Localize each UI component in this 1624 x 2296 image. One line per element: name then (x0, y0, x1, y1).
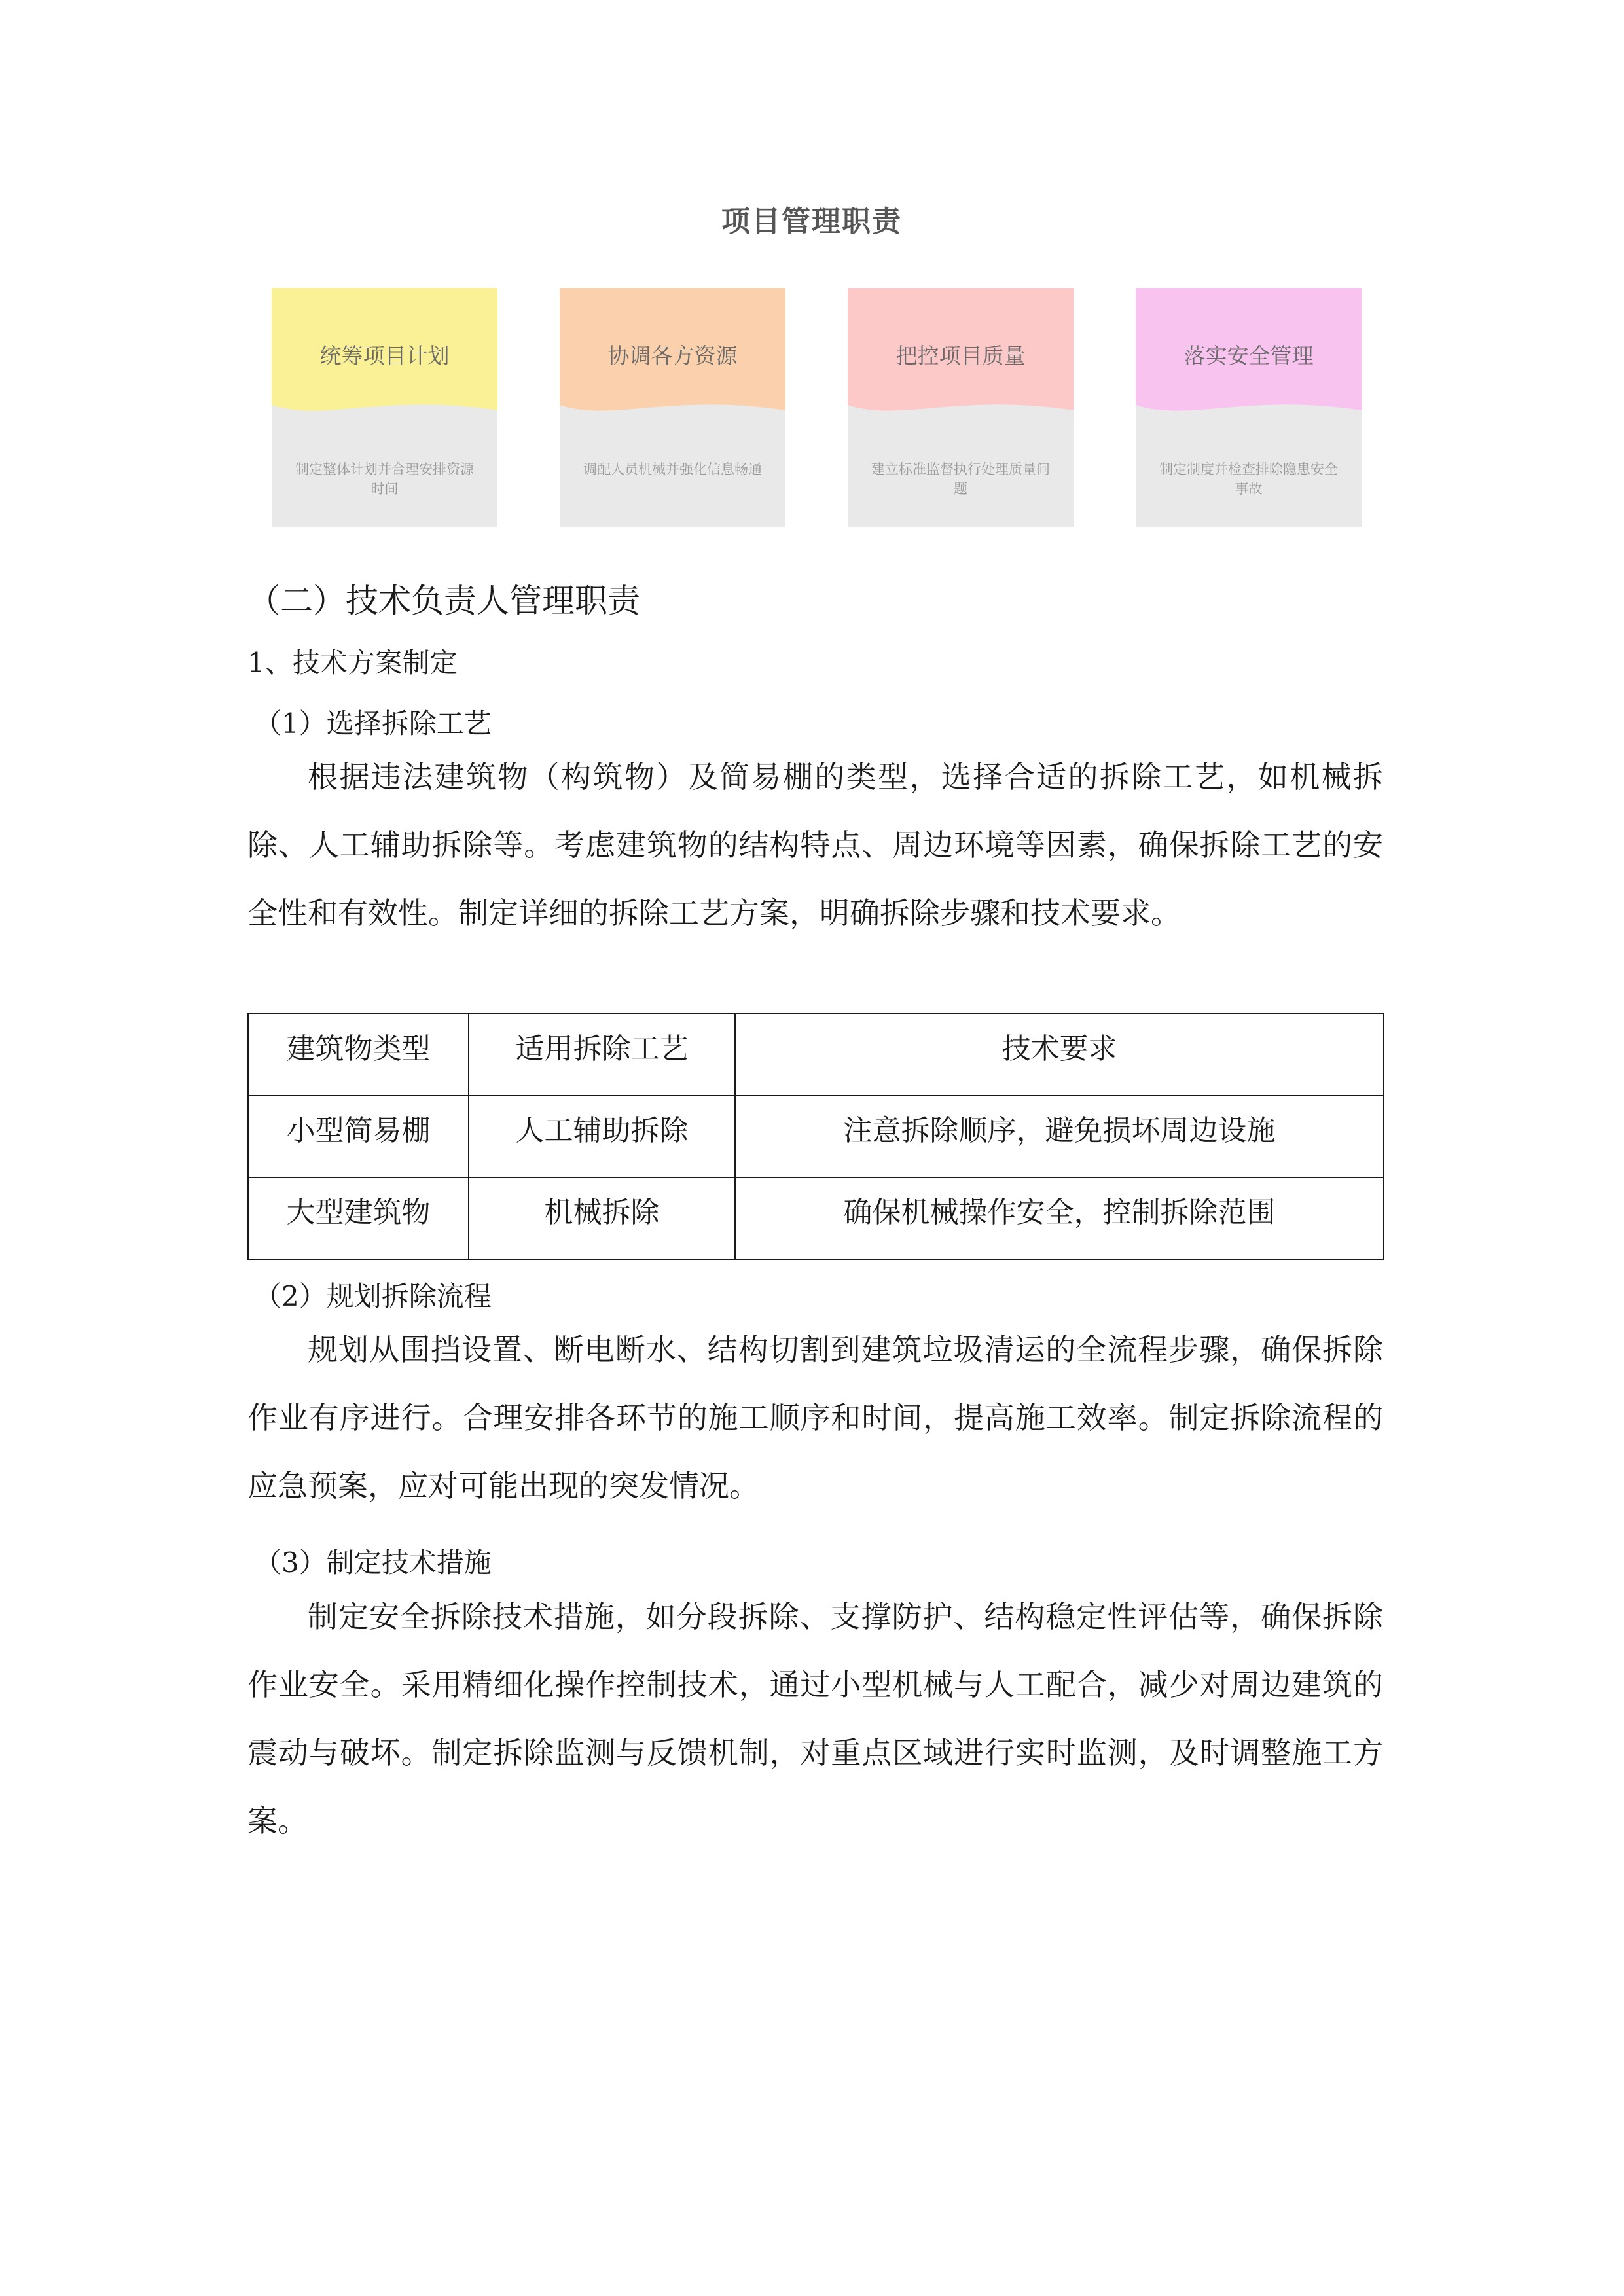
item-title-3: （3）制定技术措施 (254, 1547, 492, 1579)
table-cell: 确保机械操作安全，控制拆除范围 (735, 1177, 1384, 1259)
table-header-cell: 适用拆除工艺 (469, 1014, 735, 1096)
table-header-cell: 技术要求 (735, 1014, 1384, 1096)
table-cell: 人工辅助拆除 (469, 1096, 735, 1177)
wave-shape (848, 393, 1074, 420)
table-row (248, 1177, 1384, 1259)
demolition-table (247, 1013, 1384, 1260)
table-cell: 注意拆除顺序，避免损坏周边设施 (735, 1096, 1384, 1177)
table-cell: 机械拆除 (469, 1177, 735, 1259)
card-label: 统筹项目计划 (319, 343, 450, 368)
card-description: 制定制度并检查排除隐患安全事故 (1159, 461, 1338, 497)
wave-shape (560, 393, 785, 420)
card-quality (848, 288, 1074, 527)
card-label: 把控项目质量 (895, 343, 1026, 368)
wave-shape (1136, 393, 1362, 420)
card-label: 落实安全管理 (1183, 343, 1314, 368)
card-plan (272, 288, 497, 527)
table-cell: 小型简易棚 (248, 1096, 469, 1177)
section-heading: （二）技术负责人管理职责 (247, 582, 640, 620)
card-description: 制定整体计划并合理安排资源时间 (295, 461, 474, 497)
table-cell: 大型建筑物 (248, 1177, 469, 1259)
subsection-heading: 1、技术方案制定 (247, 647, 458, 679)
wave-shape (272, 393, 497, 420)
item-title-2: （2）规划拆除流程 (254, 1280, 492, 1312)
card-description: 调配人员机械并强化信息畅通 (583, 461, 762, 477)
project-management-infographic (262, 190, 1362, 530)
item-title-1: （1）选择拆除工艺 (254, 708, 492, 740)
paragraph-1: 根据违法建筑物（构筑物）及简易棚的类型，选择合适的拆除工艺，如机械拆除、人工辅助拆除等。考虑建筑物的结构特点、周边环境等因素，确保拆除工艺的安全性和有效性。制定详细的拆除工艺方案，明确拆除步骤和技术要求。 (247, 759, 1383, 931)
paragraph-2: 规划从围挡设置、断电断水、结构切割到建筑垃圾清运的全流程步骤，确保拆除作业有序进行。合理安排各环节的施工顺序和时间，提高施工效率。制定拆除流程的应急预案，应对可能出现的突发情况。 (247, 1332, 1383, 1503)
card-label: 协调各方资源 (607, 343, 738, 368)
infographic-title: 项目管理职责 (721, 205, 902, 238)
table-header-cell: 建筑物类型 (248, 1014, 469, 1096)
paragraph-3: 制定安全拆除技术措施，如分段拆除、支撑防护、结构稳定性评估等，确保拆除作业安全。采用精细化操作控制技术，通过小型机械与人工配合，减少对周边建筑的震动与破坏。制定拆除监测与反馈机制，对重点区域进行实时监测，及时调整施工方案。 (247, 1599, 1383, 1839)
card-description: 建立标准监督执行处理质量问题 (871, 461, 1050, 497)
card-resources (560, 288, 785, 527)
card-safety (1136, 288, 1362, 527)
table-row (248, 1096, 1384, 1177)
table-header-row (248, 1014, 1384, 1096)
